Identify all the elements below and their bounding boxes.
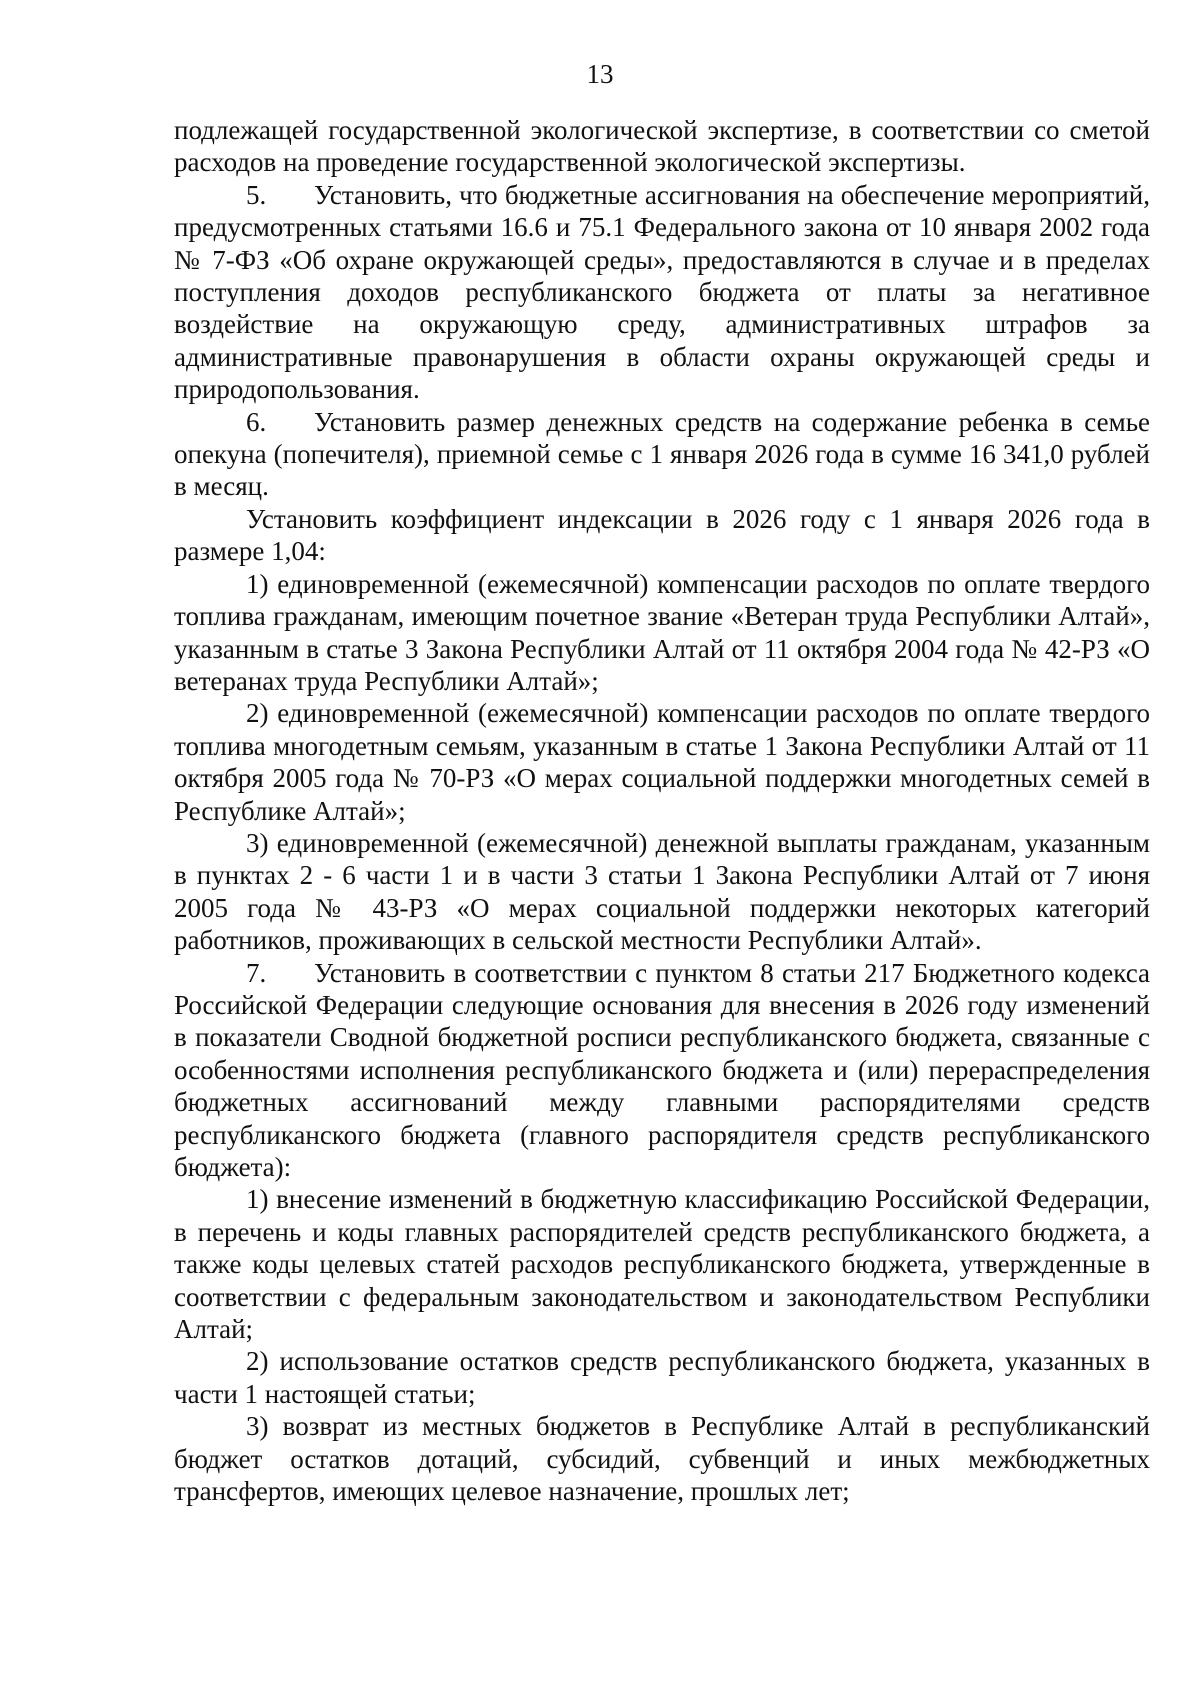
paragraph-p7: [174, 957, 1150, 1184]
paragraph-number: 6.: [246, 406, 267, 437]
paragraph-p6-2: [174, 697, 1150, 827]
paragraph-p7-1: [174, 1183, 1150, 1345]
paragraph-text: 1) внесение изменений в бюджетную классификацию Российской Федерации, в перечень и коды главных распорядителей средств республиканского бюджета, а также коды целевых статей расходов республиканского бюджета, утвержденные в соответствии с федеральным законодательством и законодательством Республики Алтай;: [174, 1184, 1150, 1345]
paragraph-p7-2: [174, 1345, 1150, 1410]
paragraph-text: Установить размер денежных средств на содержание ребенка в семье опекуна (попечителя), приемной семье с 1 января 2026 года в сумме 16 341,0 рублей в месяц.: [174, 406, 1150, 502]
page-number: 13: [586, 59, 614, 89]
paragraph-p6b: [174, 503, 1150, 568]
document-body: [174, 114, 1150, 1507]
paragraph-text: подлежащей государственной экологической экспертизе, в соответствии со сметой расходов на проведение государственной экологической экспертизы.: [174, 115, 1150, 178]
paragraph-p6-3: [174, 827, 1150, 957]
paragraph-text: 1) единовременной (ежемесячной) компенсации расходов по оплате твердого топлива гражданам, имеющим почетное звание «Ветеран труда Республики Алтай», указанным в статье 3 Закона Республики Алтай от 11 октября 2004 года № 42-РЗ «О ветеранах труда Республики Алтай»;: [174, 568, 1150, 696]
paragraph-number: 5.: [246, 179, 267, 210]
paragraph-text: 2) единовременной (ежемесячной) компенсации расходов по оплате твердого топлива многодетным семьям, указанным в статье 1 Закона Республики Алтай от 11 октября 2005 года № 70-РЗ «О мерах социальной поддержки многодетных семей в Республике Алтай»;: [174, 698, 1150, 826]
paragraph-number: 7.: [246, 957, 267, 988]
paragraph-text: Установить коэффициент индексации в 2026 году с 1 января 2026 года в размере 1,04:: [174, 503, 1150, 567]
paragraph-text: 3) возврат из местных бюджетов в Республике Алтай в республиканский бюджет остатков дотаций, субсидий, субвенций и иных межбюджетных трансфертов, имеющих целевое назначение, прошлых лет;: [174, 1411, 1150, 1507]
paragraph-text: Установить в соответствии с пунктом 8 статьи 217 Бюджетного кодекса Российской Федерации следующие основания для внесения в 2026 году изменений в показатели Сводной бюджетной росписи республиканского бюджета, связанные с особенностями исполнения республиканского бюджета и (или) перераспределения бюджетных ассигнований между главными распорядителями средств республиканского бюджета (главного распорядителя средств республиканского бюджета):: [174, 957, 1150, 1182]
paragraph-text: 2) использование остатков средств республиканского бюджета, указанных в части 1 настоящей статьи;: [174, 1346, 1150, 1409]
paragraph-p6: [174, 406, 1150, 503]
paragraph-p6-1: [174, 568, 1150, 698]
paragraph-p5: [174, 179, 1150, 406]
paragraph-p7-3: [174, 1410, 1150, 1507]
paragraph-cont: [174, 114, 1150, 179]
paragraph-text: 3) единовременной (ежемесячной) денежной выплаты гражданам, указанным в пунктах 2 - 6 части 1 и в части 3 статьи 1 Закона Республики Алтай от 7 июня 2005 года № 43-РЗ «О мерах социальной поддержки некоторых категорий работников, проживающих в сельской местности Республики Алтай».: [174, 827, 1150, 956]
paragraph-text: Установить, что бюджетные ассигнования на обеспечение мероприятий, предусмотренных статьями 16.6 и 75.1 Федерального закона от 10 января 2002 года № 7-ФЗ «Об охране окружающей среды», предоставляются в случае и в пределах поступления доходов республиканского бюджета от платы за негативное воздействие на окружающую среду, административных штрафов за административные правонарушения в области охраны окружающей среды и природопользования.: [174, 179, 1150, 405]
